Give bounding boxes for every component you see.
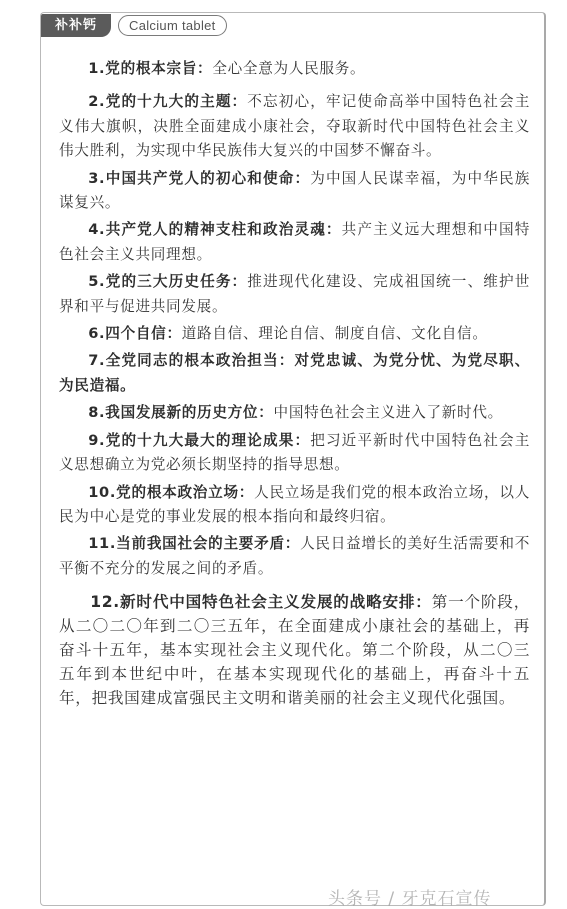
list-item [59,532,530,581]
item-label: 2.党的十九大的主题： [88,93,248,111]
item-text: 中国特色社会主义进入了新时代。 [273,404,503,422]
list-item [59,429,530,478]
list-item [59,57,530,81]
item-text: 推进现代化建设、完成祖国统一、维护世界和平与促进共同发展。 [59,273,530,315]
item-text: 道路自信、理论自信、制度自信、文化自信。 [181,325,488,343]
list-item [59,167,530,216]
item-label: 7.全党同志的根本政治担当：对党忠诚、为党分忧、为党尽职、为民造福。 [59,352,530,394]
header-tags [41,13,227,37]
item-label: 6.四个自信： [88,325,182,343]
item-text: 人民立场是我们党的根本政治立场，以人民为中心是党的事业发展的根本指向和最终归宿。 [59,483,530,525]
item-text: 为中国人民谋幸福，为中华民族谋复兴。 [59,169,530,212]
item-text: 不忘初心，牢记使命高举中国特色社会主义伟大旗帜，决胜全面建成小康社会，夺取新时代中国特色社会主义伟大胜利，为实现中华民族伟大复兴的中国梦不懈奋斗。 [59,93,530,160]
list-item [59,401,530,425]
item-label: 10.党的根本政治立场： [88,483,255,501]
tag-secondary: Calcium tablet [118,15,227,36]
list-item [59,90,530,163]
item-label: 9.党的十九大最大的理论成果： [88,431,311,449]
content-card [40,12,546,906]
item-label: 11.当前我国社会的主要矛盾： [88,535,301,553]
item-text: 全心全意为人民服务。 [212,60,366,77]
item-label: 8.我国发展新的历史方位： [88,404,274,422]
watermark: 头条号 / 牙克石宣传 [328,889,492,909]
list-item [59,322,530,346]
list-item [59,270,530,319]
list-item [59,218,530,267]
item-text: 把习近平新时代中国特色社会主义思想确立为党必须长期坚持的指导思想。 [59,431,530,474]
item-text: 共产主义远大理想和中国特色社会主义共同理想。 [59,221,530,263]
list-item [59,590,530,710]
item-text: 人民日益增长的美好生活需要和不平衡不充分的发展之间的矛盾。 [59,535,530,577]
item-label: 4.共产党人的精神支柱和政治灵魂： [88,221,342,239]
list-item [59,349,530,398]
item-label: 3.中国共产党人的初心和使命： [88,169,311,187]
item-label: 1.党的根本宗旨： [88,60,213,77]
item-label: 12.新时代中国特色社会主义发展的战略安排： [90,593,432,612]
item-label: 5.党的三大历史任务： [88,273,248,291]
list-item [59,481,530,530]
item-text: 第一个阶段，从二〇二〇年到二〇三五年，在全面建成小康社会的基础上，再奋斗十五年，基本实现社会主义现代化。第二个阶段，从二〇三五年到本世纪中叶，在基本实现现代化的基础上，再奋斗十五年，把我国建成富强民主文明和谐美丽的社会主义现代化强国。 [59,593,530,708]
tag-primary: 补补钙 [41,14,111,37]
item-list [59,57,530,719]
